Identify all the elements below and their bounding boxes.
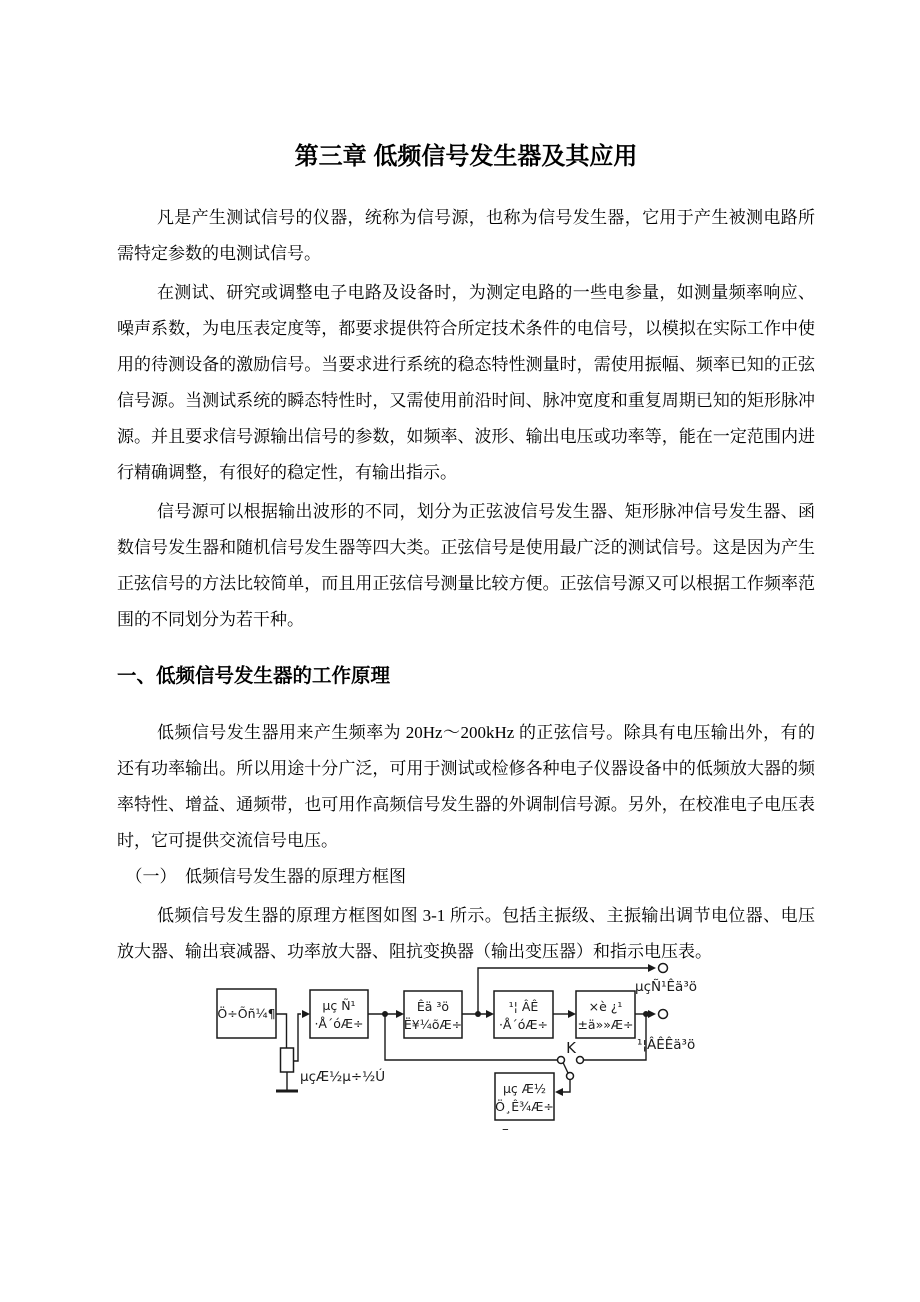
arrowhead-into-impedance	[568, 1010, 576, 1018]
block-voltage-amplifier	[310, 990, 368, 1038]
wire-switch-to-indicator	[563, 1080, 570, 1093]
paragraph-block-diagram-description: 低频信号发生器的原理方框图如图 3-1 所示。包括主振级、主振输出调节电位器、电压放大器、输出衰减器、功率放大器、阻抗变换器（输出变压器）和指示电压表。	[117, 906, 815, 961]
arrowhead-into-pamp	[486, 1010, 494, 1018]
section-heading-working-principle: 一、低频信号发生器的工作原理	[117, 665, 391, 687]
block-power-amplifier	[494, 991, 553, 1038]
arrowhead-voltage-terminal	[648, 964, 656, 972]
arrowhead-into-attenuator	[396, 1010, 404, 1018]
block-output-attenuator	[404, 991, 462, 1038]
block-level-indicator-line1: µç Æ½	[502, 1081, 547, 1096]
label-switch-k: K	[566, 1039, 576, 1057]
arrowhead-power-terminal	[648, 1010, 656, 1018]
block-diagram-figure	[0, 940, 920, 1170]
block-voltage-amplifier-line1: µç Ñ¹	[322, 998, 356, 1013]
block-voltage-amplifier-line2: ·Å´óÆ÷	[314, 1016, 364, 1031]
paragraph-signal-source-types: 信号源可以根据输出波形的不同，划分为正弦波信号发生器、矩形脉冲信号发生器、函数信号发生器和随机信号发生器等四大类。正弦信号是使用最广泛的测试信号。这是因为产生正弦信号的方法比较简单，而且用正弦信号测量比较方便。正弦信号源又可以根据工作频率范围的不同划分为若干种。	[117, 502, 815, 629]
caption-dash: –	[502, 1121, 509, 1137]
arrowhead-into-indicator	[555, 1088, 563, 1096]
paragraph-lf-generator-overview: 低频信号发生器用来产生频率为 20Hz～200kHz 的正弦信号。除具有电压输出外，有的还有功率输出。所以用途十分广泛，可用于测试或检修各种电子仪器设备中的低频放大器的频率特性、增益、通频带，也可用作高频信号发生器的外调制信号源。另外，在校准电子电压表时，它可提供交流信号电压。	[117, 723, 815, 850]
paragraph-intro: 凡是产生测试信号的仪器，统称为信号源，也称为信号发生器，它用于产生被测电路所需特定参数的电测试信号。	[117, 208, 815, 263]
text-column	[117, 0, 815, 970]
block-level-indicator	[495, 1073, 554, 1120]
wire-wiper-to-vamp	[294, 1014, 302, 1061]
power-output-terminal	[659, 1010, 668, 1019]
subsection-heading-block-diagram: （一） 低频信号发生器的原理方框图	[125, 867, 406, 886]
block-power-amplifier-line1: ¹¦ ÂÊ	[508, 999, 539, 1014]
potentiometer	[281, 1048, 294, 1072]
switch-contact-right	[577, 1057, 584, 1064]
label-power-output: ¹¦ÂÊÊä³ö	[637, 1037, 696, 1053]
block-impedance-converter-line1: ×è ¿¹	[588, 999, 623, 1014]
block-impedance-converter	[576, 991, 635, 1038]
label-voltage-output: µçÑ¹Êä³ö	[635, 979, 697, 995]
voltage-output-terminal	[659, 964, 668, 973]
label-level-adjust: µçÆ½µ÷½Ú	[300, 1069, 386, 1085]
wire-osc-to-pot	[276, 1014, 287, 1048]
block-output-attenuator-line1: Êä ³ö	[416, 999, 450, 1014]
block-master-oscillator-label: Ö÷Õñ¼¶	[217, 1006, 276, 1021]
switch-arm	[563, 1063, 568, 1074]
block-power-amplifier-line2: ·Å´óÆ÷	[498, 1017, 549, 1032]
block-level-indicator-line2: Ö¸Ê¾Æ÷	[495, 1099, 554, 1114]
arrowhead-into-vamp	[302, 1010, 310, 1018]
paragraph-testing-requirements: 在测试、研究或调整电子电路及设备时，为测定电路的一些电参量，如测量频率响应、噪声系数，为电压表定度等，都要求提供符合所定技术条件的电信号，以模拟在实际工作中使用的待测设备的激励信号。当要求进行系统的稳态特性测量时，需使用振幅、频率已知的正弦信号源。当测试系统的瞬态特性时，又需使用前沿时间、脉冲宽度和重复周期已知的矩形脉冲源。并且要求信号源输出信号的参数，如频率、波形、输出电压或功率等，能在一定范围内进行精确调整，有很好的稳定性，有输出指示。	[117, 283, 815, 482]
block-master-oscillator	[217, 989, 276, 1038]
block-impedance-converter-line2: ±ä»»Æ÷	[577, 1017, 634, 1032]
page-title: 第三章 低频信号发生器及其应用	[294, 143, 638, 170]
switch-contact-lower	[567, 1073, 574, 1080]
block-output-attenuator-line2: Ë¥¼õÆ÷	[403, 1017, 463, 1032]
